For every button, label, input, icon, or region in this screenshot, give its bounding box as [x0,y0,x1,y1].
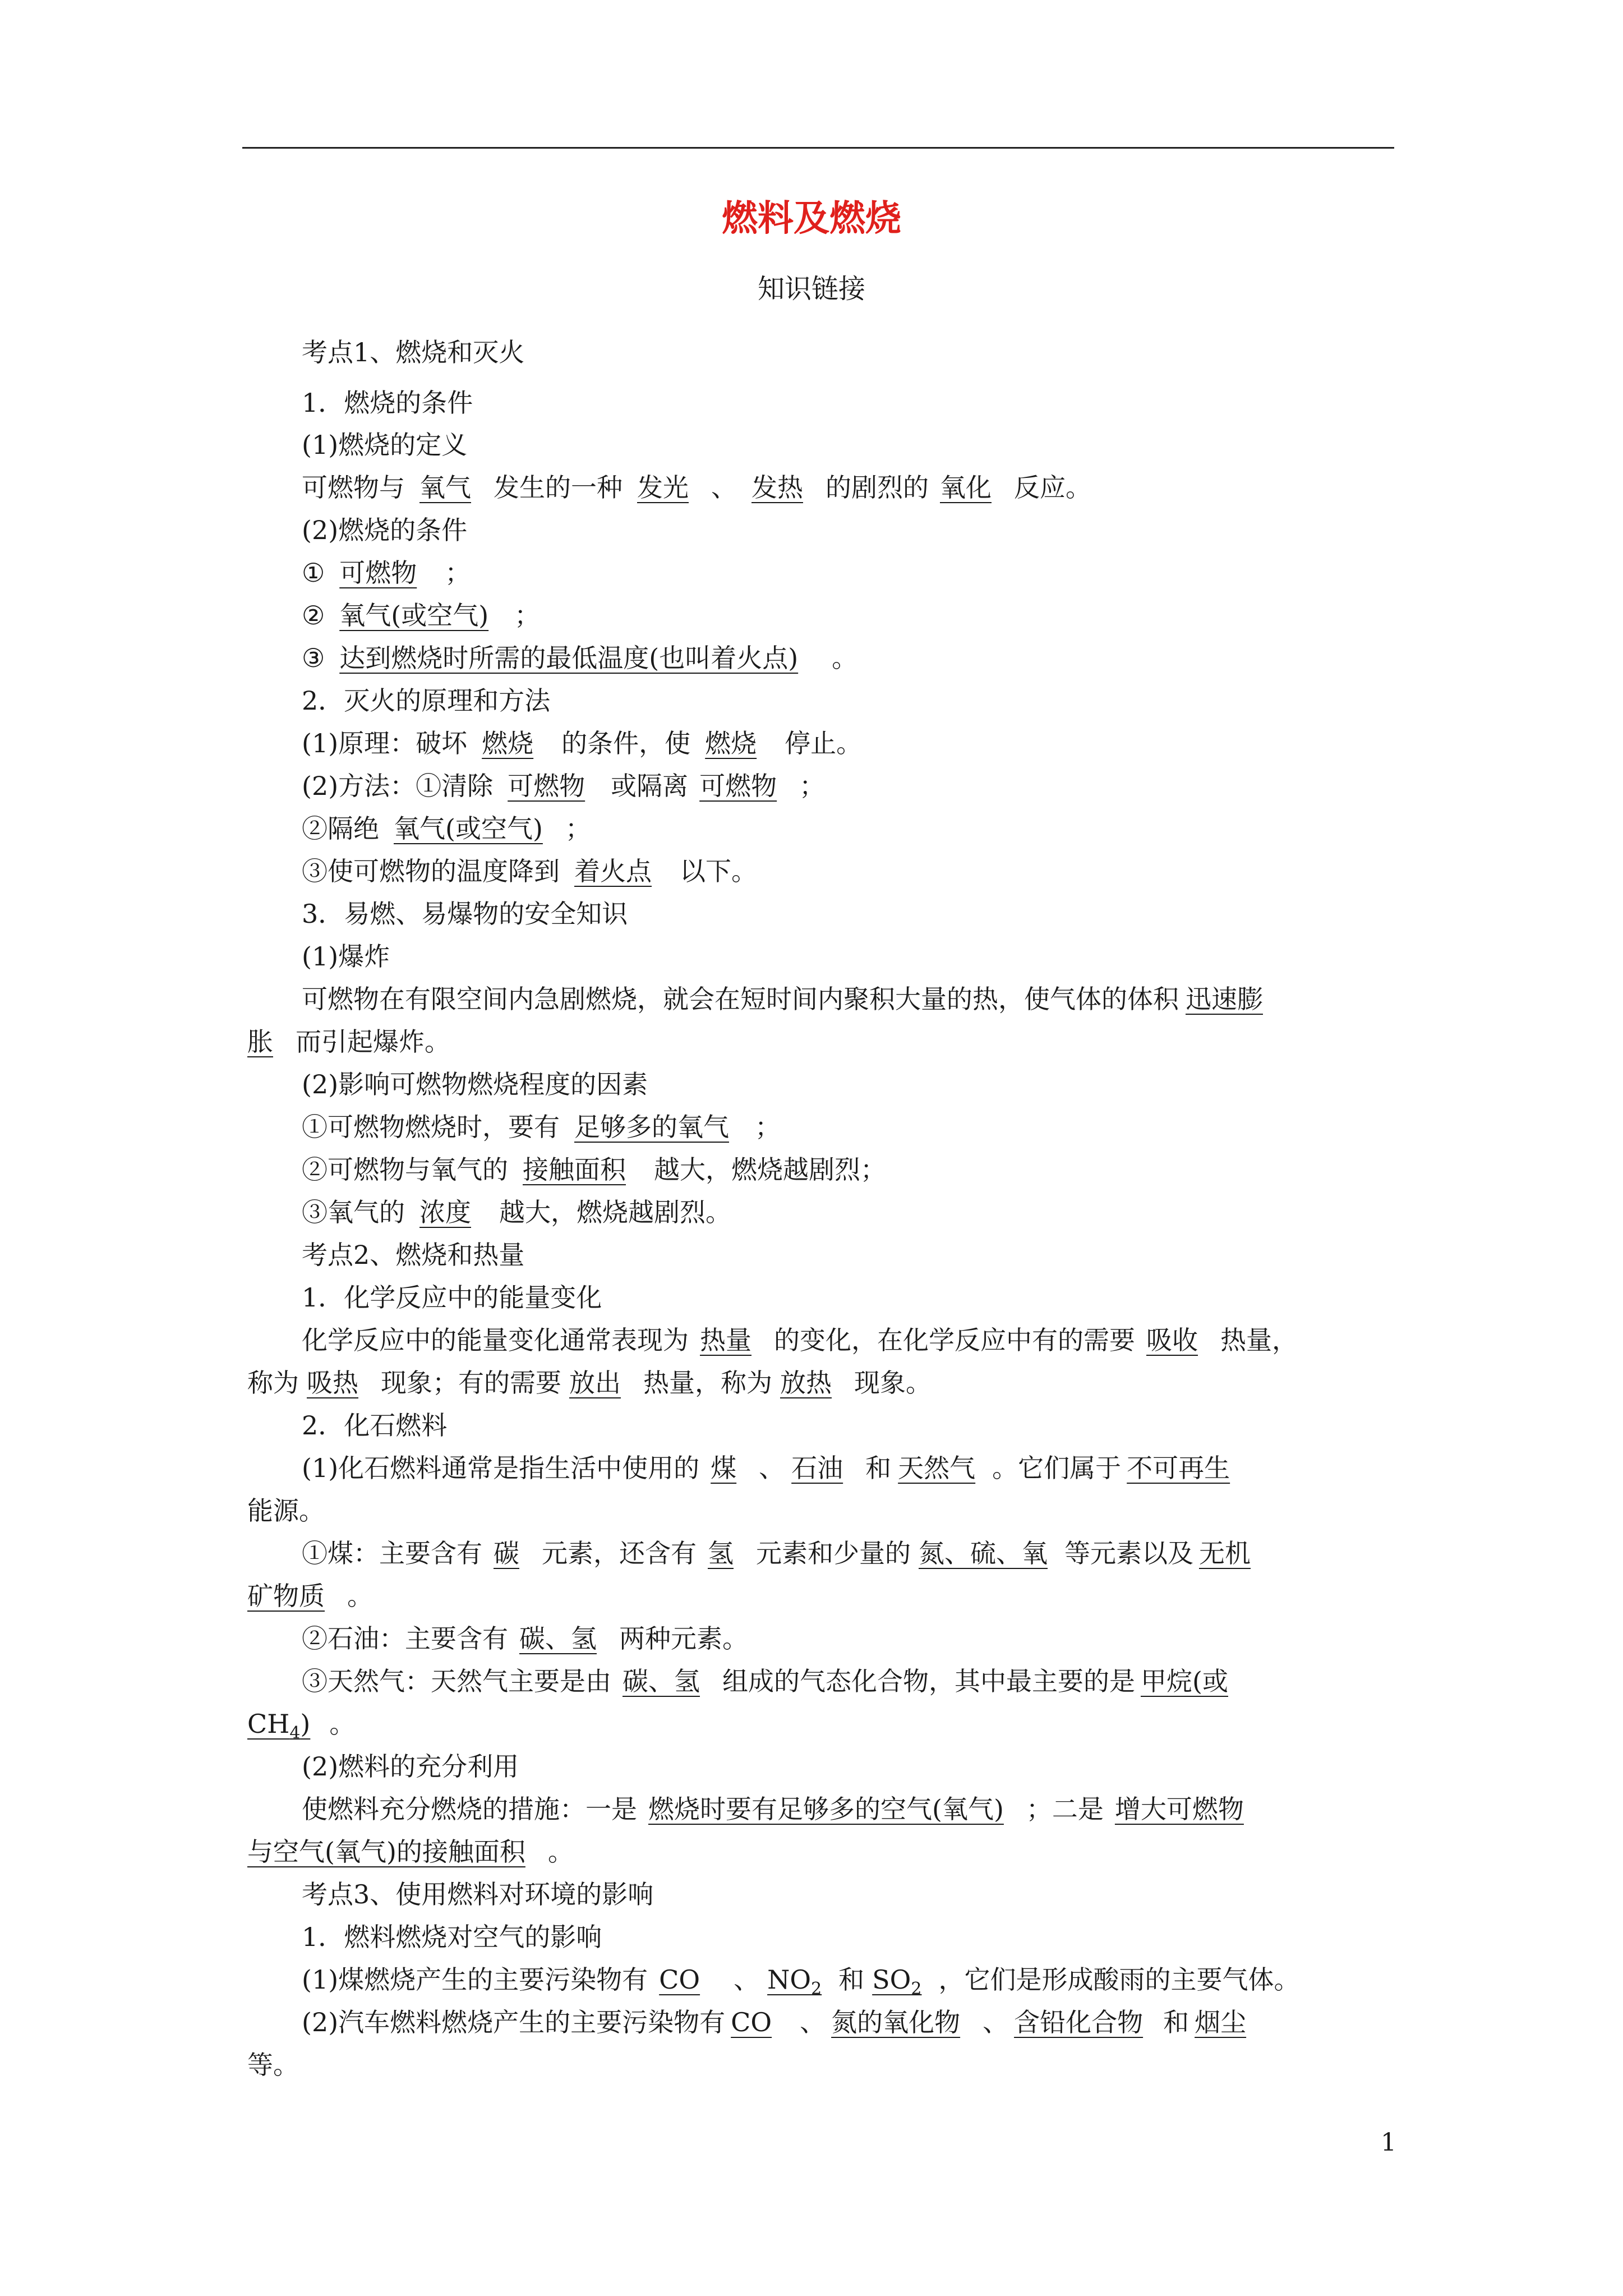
answer-blank: 氧气 [419,472,471,503]
topic-heading: 考点2、燃烧和热量 [302,1240,525,1270]
answer-blank: 烟尘 [1195,2007,1247,2037]
answer-blank: 发光 [637,472,689,503]
paragraph-line: ②隔绝 氧气(或空气) ； [302,813,591,844]
answer-blank: 煤 [711,1453,737,1483]
answer-blank: 吸热 [307,1368,358,1398]
answer-blank: 增大可燃物 [1114,1794,1244,1824]
answer-blank: 足够多的氧气 [574,1112,729,1142]
answer-blank: 氧气(或空气) [339,600,489,631]
answer-blank: 含铅化合物 [1014,2007,1144,2037]
answer-blank: 碳、氢 [519,1623,597,1654]
answer-blank: 着火点 [574,856,652,886]
subheading: 1．燃料燃烧对空气的影响 [302,1922,602,1952]
subheading: 3．易燃、易爆物的安全知识 [302,899,628,929]
list-item: ③天然气：天然气主要是由 碳、氢 组成的气态化合物，其中最主要的是 甲烷(或 [302,1666,1228,1696]
answer-blank: CO [659,1964,700,1995]
list-item: ②可燃物与氧气的 接触面积 越大，燃烧越剧烈； [302,1154,886,1185]
section-heading: 知识链接 [757,273,865,305]
paragraph-line: (1)原理：破坏 燃烧 的条件，使 燃烧 停止。 [302,728,863,758]
answer-blank: 石油 [791,1453,843,1483]
paragraph-line: ③使可燃物的温度降到 着火点 以下。 [302,856,757,886]
paragraph-line: 化学反应中的能量变化通常表现为 热量 的变化，在化学反应中有的需要 吸收 热量， [302,1325,1298,1355]
paragraph-line: 等。 [247,2050,299,2080]
paragraph-line: $CH_4$) 。 [247,1709,356,1743]
answer-blank: 矿物质 [247,1581,325,1611]
list-item: ② 氧气(或空气) ； [302,600,541,631]
list-item: ① 可燃物 ； [302,558,471,588]
list-item: ③ 达到燃烧时所需的最低温度(也叫着火点) 。 [302,643,858,673]
paragraph-line: 使燃料充分燃烧的措施：一是 燃烧时要有足够多的空气(氧气) ；二是 增大可燃物 [302,1794,1244,1824]
answer-blank: 燃烧 [482,728,534,758]
answer-blank: 氢 [708,1538,734,1568]
answer-blank: 胀 [247,1027,273,1057]
answer-blank: CO [731,2007,772,2037]
answer-blank: 放出 [569,1368,621,1398]
answer-blank: 浓度 [419,1197,471,1227]
answer-blank: 放热 [780,1368,832,1398]
paragraph-line: 称为 吸热 现象；有的需要 放出 热量，称为 放热 现象。 [247,1368,932,1398]
answer-blank: $CH_4$) [247,1709,311,1743]
page-number: 1 [1381,2128,1396,2157]
answer-blank: 接触面积 [523,1154,626,1185]
subheading: (1)爆炸 [302,941,390,972]
answer-blank: 氧气(或空气) [394,813,543,844]
subheading: (2)燃料的充分利用 [302,1751,519,1782]
answer-blank: 燃烧 [705,728,757,758]
answer-blank: 热量 [700,1325,751,1355]
paragraph-line: 与空气(氧气)的接触面积 。 [247,1837,574,1867]
list-item: ①可燃物燃烧时，要有 足够多的氧气 ； [302,1112,781,1142]
header-rule [242,147,1394,149]
answer-blank: 可燃物 [508,771,585,801]
subheading: (2)影响可燃物燃烧程度的因素 [302,1069,648,1099]
answer-blank: 无机 [1199,1538,1251,1568]
answer-blank: 与空气(氧气)的接触面积 [247,1837,525,1867]
paragraph-line: 可燃物在有限空间内急剧燃烧，就会在短时间内聚积大量的热，使气体的体积 迅速膨 [302,984,1263,1014]
answer-blank: 达到燃烧时所需的最低温度(也叫着火点) [339,643,799,673]
answer-blank: 不可再生 [1127,1453,1230,1483]
subheading: (2)燃烧的条件 [302,515,468,545]
paragraph-line: 可燃物与 氧气 发生的一种 发光 、 发热 的剧烈的 氧化 反应。 [302,472,1091,503]
paragraph-line: (1)煤燃烧产生的主要污染物有 CO 、 $NO_2$ 和 $SO_2$ ，它们是形成酸雨的主要气体。 [302,1964,1300,1999]
answer-blank: 甲烷(或 [1141,1666,1228,1696]
answer-blank: 吸收 [1146,1325,1198,1355]
answer-blank: $SO_2$ [872,1964,922,1999]
paragraph-line: 能源。 [247,1496,325,1526]
answer-blank: 燃烧时要有足够多的空气(氧气) [648,1794,1004,1824]
subheading: (1)燃烧的定义 [302,430,468,460]
subheading: 2．化石燃料 [302,1410,448,1441]
list-item: ②石油：主要含有 碳、氢 两种元素。 [302,1623,748,1654]
subheading: 2．灭火的原理和方法 [302,685,551,716]
topic-heading: 考点3、使用燃料对环境的影响 [302,1879,654,1910]
answer-blank: 迅速膨 [1186,984,1263,1014]
answer-blank: 天然气 [898,1453,976,1483]
paragraph-line: (1)化石燃料通常是指生活中使用的 煤 、 石油 和 天然气 。它们属于 不可再生 [302,1450,1449,1487]
page-title: 燃料及燃烧 [722,197,901,240]
list-item: ③氧气的 浓度 越大，燃烧越剧烈。 [302,1197,731,1227]
paragraph-line: (2)汽车燃料燃烧产生的主要污染物有 CO 、 氮的氧化物 、 含铅化合物 和 烟尘 [302,2004,1449,2041]
topic-heading: 考点1、燃烧和灭火 [302,337,525,367]
answer-blank: 氮、硫、氧 [919,1538,1048,1568]
answer-blank: 发热 [751,472,803,503]
answer-blank: 碳 [494,1538,519,1568]
paragraph-line: (2)方法：①清除 可燃物 或隔离 可燃物 ； [302,771,826,801]
answer-blank: 碳、氢 [623,1666,700,1696]
answer-blank: 可燃物 [699,771,777,801]
subheading: 1．化学反应中的能量变化 [302,1282,602,1313]
answer-blank: 氧化 [940,472,992,503]
answer-blank: $NO_2$ [767,1964,822,1999]
paragraph-line: 胀 而引起爆炸。 [247,1027,450,1057]
list-item: ①煤：主要含有 碳 元素，还含有 氢 元素和少量的 氮、硫、氧 等元素以及 无机 [302,1538,1251,1568]
subheading: 1．燃烧的条件 [302,388,473,418]
answer-blank: 可燃物 [339,558,417,588]
paragraph-line: 矿物质 。 [247,1581,373,1611]
answer-blank: 氮的氧化物 [831,2007,961,2037]
